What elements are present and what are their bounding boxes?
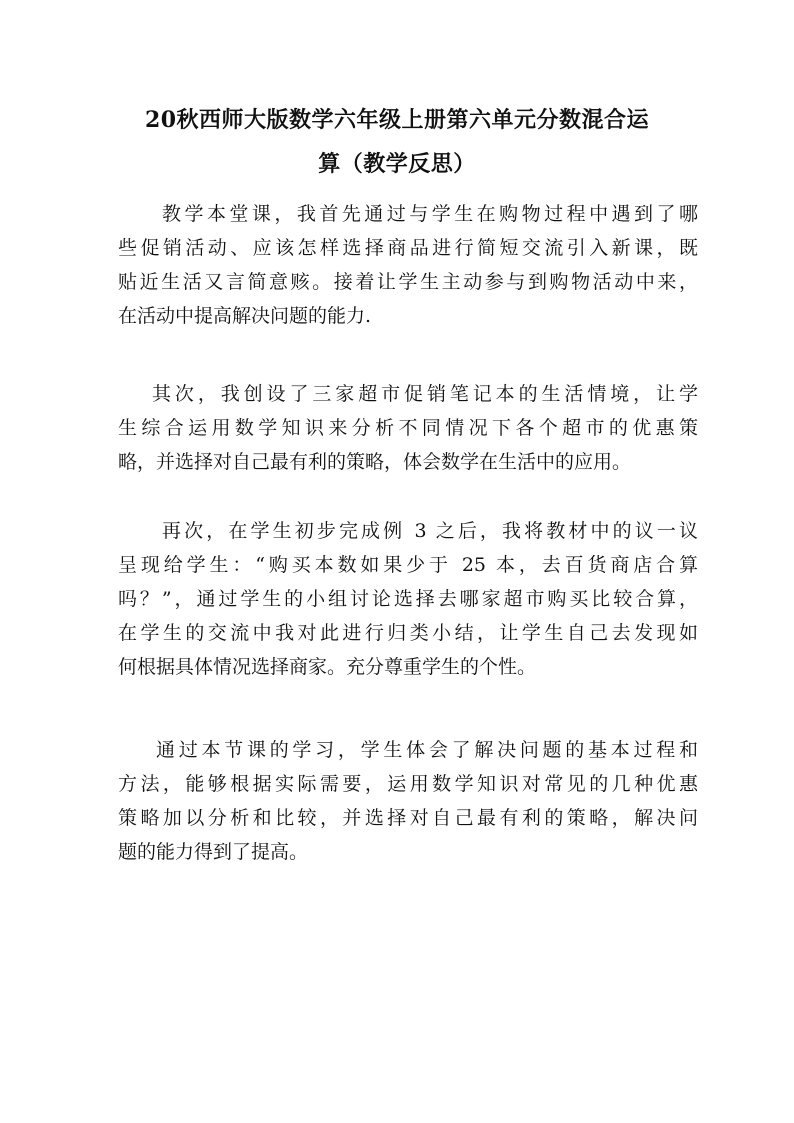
paragraph-line: 题的能力得到了提高。 <box>118 841 309 863</box>
paragraph-line: 通过本节课的学习，学生体会了解决问题的基本过程和 <box>156 739 698 761</box>
paragraph-line: 吗？”，通过学生的小组讨论选择去哪家超市购买比较合算， <box>118 588 698 610</box>
paragraph-line: 贴近生活又言简意赅。接着让学生主动参与到购物活动中来， <box>118 271 698 293</box>
paragraph-line: 再次，在学生初步完成例 3 之后，我将教材中的议一议 <box>162 520 698 542</box>
paragraph-line: 策略加以分析和比较，并选择对自己最有利的策略，解决问 <box>118 807 698 829</box>
paragraph-line: 生综合运用数学知识来分析不同情况下各个超市的优惠策 <box>118 417 698 439</box>
paragraph-line: 何根据具体情况选择商家。充分尊重学生的个性。 <box>118 656 537 678</box>
paragraph-4 <box>118 733 698 869</box>
paragraph-line: 教学本堂课，我首先通过与学生在购物过程中遇到了哪 <box>162 203 698 225</box>
paragraph-line: 呈现给学生：“购买本数如果少于 25 本，去百货商店合算 <box>118 554 698 576</box>
paragraph-line: 在学生的交流中我对此进行归类小结，让学生自己去发现如 <box>118 622 698 644</box>
paragraph-3 <box>118 514 698 684</box>
paragraph-line: 略，并选择对自己最有利的策略，体会数学在生活中的应用。 <box>118 451 632 473</box>
paragraph-1 <box>118 197 698 333</box>
document-title-line-2: 算（教学反思） <box>318 151 476 177</box>
paragraph-2 <box>118 377 698 479</box>
document-title-line-1: 20秋西师大版数学六年级上册第六单元分数混合运 <box>144 107 650 133</box>
paragraph-line: 在活动中提高解决问题的能力. <box>118 305 372 327</box>
paragraph-line: 其次，我创设了三家超市促销笔记本的生活情境，让学 <box>152 383 698 405</box>
paragraph-line: 些促销活动、应该怎样选择商品进行简短交流引入新课，既 <box>118 237 698 259</box>
paragraph-line: 方法，能够根据实际需要，运用数学知识对常见的几种优惠 <box>118 773 698 795</box>
